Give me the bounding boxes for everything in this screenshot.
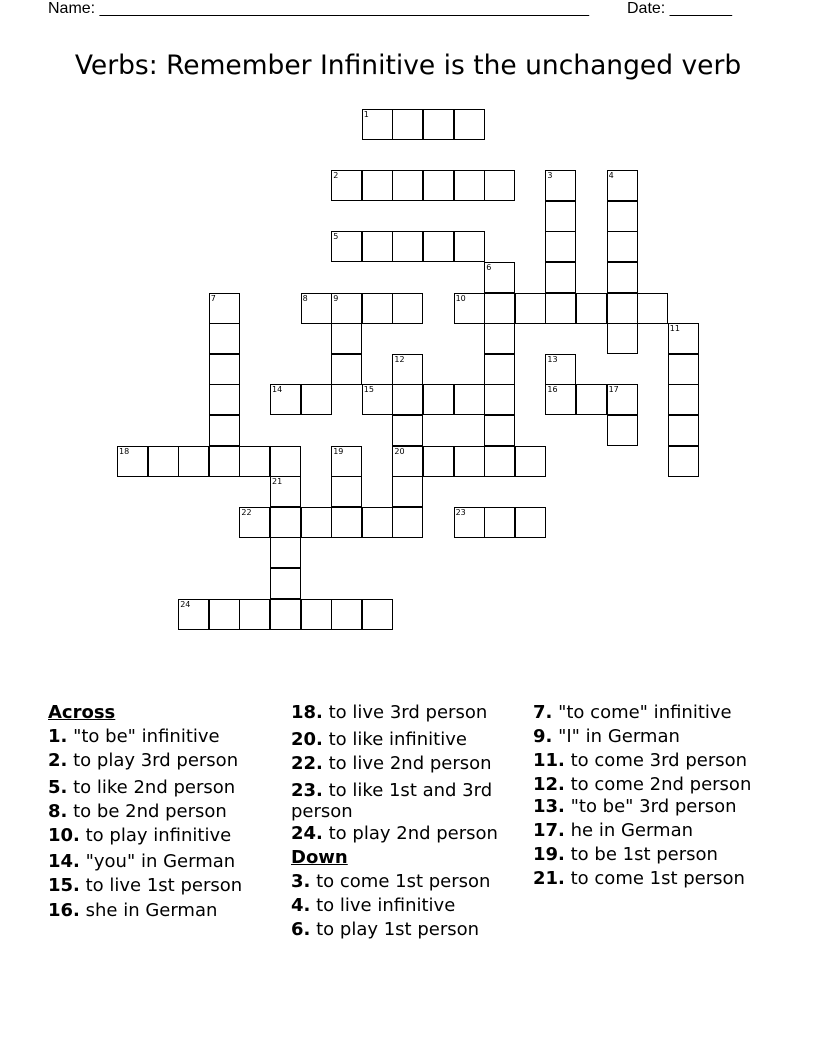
- clue-item-text: to be 1st person: [564, 844, 718, 866]
- grid-cell[interactable]: [331, 507, 362, 538]
- grid-cell[interactable]: [484, 415, 515, 446]
- grid-cell[interactable]: [515, 293, 546, 324]
- grid-cell[interactable]: [301, 507, 332, 538]
- clue-item-number: 7.: [533, 702, 553, 723]
- grid-cell[interactable]: [607, 384, 638, 415]
- grid-cell[interactable]: [545, 384, 576, 415]
- grid-cell[interactable]: [484, 384, 515, 415]
- grid-cell[interactable]: [331, 476, 362, 507]
- clue-item-text: to like 1st and 3rd person: [291, 779, 493, 822]
- grid-cell[interactable]: [607, 170, 638, 201]
- clue-number: 8: [302, 293, 308, 303]
- grid-cell[interactable]: [607, 293, 638, 324]
- grid-cell[interactable]: [454, 231, 485, 262]
- clue-item-text: to live 1st person: [79, 875, 243, 897]
- grid-cell[interactable]: [301, 384, 332, 415]
- grid-cell[interactable]: [392, 446, 423, 477]
- clue-number: 6: [486, 263, 492, 272]
- grid-cell[interactable]: [484, 354, 515, 385]
- clue-number: 24: [180, 599, 191, 609]
- clue-item: [48, 776, 283, 800]
- grid-cell[interactable]: [454, 170, 485, 201]
- clue-item-text: to play 2nd person: [322, 822, 498, 844]
- grid-cell[interactable]: [270, 537, 301, 568]
- clue-number: 15: [363, 385, 374, 395]
- grid-cell[interactable]: [392, 231, 423, 262]
- clue-item-number: 9.: [533, 726, 553, 748]
- grid-cell[interactable]: [545, 262, 576, 293]
- clue-item-number: 13.: [533, 795, 565, 817]
- grid-cell[interactable]: [362, 293, 393, 324]
- clue-number: 21: [272, 477, 283, 487]
- clue-number: 17: [608, 385, 619, 395]
- grid-cell[interactable]: [668, 446, 699, 477]
- clue-number: 2: [333, 171, 339, 181]
- grid-cell[interactable]: [392, 293, 423, 324]
- grid-cell[interactable]: [392, 384, 423, 415]
- clue-item: [48, 725, 283, 749]
- clue-item-number: 8.: [48, 800, 68, 822]
- clue-item-number: 11.: [533, 750, 565, 772]
- clue-number: 18: [119, 446, 130, 456]
- clue-item-text: "to come" infinitive: [552, 702, 732, 723]
- clue-item-text: to play infinitive: [79, 825, 232, 847]
- clue-item: [533, 867, 773, 891]
- grid-cell[interactable]: [454, 109, 485, 140]
- clue-item: [48, 874, 283, 898]
- grid-cell[interactable]: [515, 446, 546, 477]
- clue-item: [533, 701, 773, 725]
- clue-item-number: 15.: [48, 875, 80, 897]
- clue-number: 1: [363, 110, 369, 119]
- grid-cell[interactable]: [484, 293, 515, 324]
- grid-cell[interactable]: [239, 446, 270, 477]
- grid-cell[interactable]: [423, 231, 454, 262]
- grid-cell[interactable]: [484, 323, 515, 354]
- grid-cell[interactable]: [607, 231, 638, 262]
- clue-item-number: 4.: [291, 895, 311, 917]
- grid-cell[interactable]: [331, 293, 362, 324]
- grid-cell[interactable]: [362, 231, 393, 262]
- grid-cell[interactable]: [423, 170, 454, 201]
- clue-item-number: 18.: [291, 702, 323, 723]
- clue-item: [291, 728, 521, 752]
- grid-cell[interactable]: [270, 568, 301, 599]
- grid-cell[interactable]: [209, 384, 240, 415]
- grid-cell[interactable]: [239, 599, 270, 630]
- grid-cell[interactable]: [454, 507, 485, 538]
- grid-cell[interactable]: [668, 354, 699, 385]
- grid-cell[interactable]: [423, 384, 454, 415]
- grid-cell[interactable]: [607, 262, 638, 293]
- grid-cell[interactable]: [331, 446, 362, 477]
- clue-number: 14: [272, 385, 283, 395]
- grid-cell[interactable]: [484, 446, 515, 477]
- clue-item-number: 21.: [533, 868, 565, 890]
- grid-cell[interactable]: [331, 323, 362, 354]
- clue-item: [48, 899, 283, 923]
- section-heading-down: Down: [291, 846, 348, 868]
- clue-item-text: to come 3rd person: [564, 750, 748, 772]
- grid-cell[interactable]: [637, 293, 668, 324]
- name-field-label: Name: _______________________________________________________: [48, 0, 589, 17]
- grid-cell[interactable]: [423, 446, 454, 477]
- grid-cell[interactable]: [545, 354, 576, 385]
- clue-item-number: 1.: [48, 726, 68, 748]
- grid-cell[interactable]: [239, 507, 270, 538]
- clue-item-text: she in German: [79, 899, 218, 921]
- grid-cell[interactable]: [423, 109, 454, 140]
- grid-cell[interactable]: [117, 446, 148, 477]
- clue-number: 5: [333, 232, 339, 242]
- clue-item-number: 12.: [533, 773, 565, 795]
- grid-cell[interactable]: [270, 384, 301, 415]
- grid-cell[interactable]: [668, 323, 699, 354]
- grid-cell[interactable]: [331, 354, 362, 385]
- clue-item: [48, 850, 283, 874]
- clue-item: [533, 749, 773, 773]
- clue-item-text: to play 3rd person: [67, 750, 239, 772]
- clue-item: [291, 780, 521, 822]
- grid-cell[interactable]: [484, 170, 515, 201]
- grid-cell[interactable]: [545, 231, 576, 262]
- clue-number: 20: [394, 446, 405, 456]
- grid-cell[interactable]: [301, 599, 332, 630]
- clue-item: [533, 843, 773, 867]
- grid-cell[interactable]: [484, 262, 515, 293]
- grid-cell[interactable]: [392, 415, 423, 446]
- clue-item-number: 16.: [48, 899, 80, 921]
- clue-item-text: to be 2nd person: [67, 800, 227, 822]
- grid-cell[interactable]: [484, 507, 515, 538]
- clue-item-number: 5.: [48, 776, 68, 798]
- grid-cell[interactable]: [607, 201, 638, 232]
- clue-item: [48, 749, 283, 773]
- grid-cell[interactable]: [392, 170, 423, 201]
- grid-cell[interactable]: [209, 354, 240, 385]
- date-field-label: Date: _______: [627, 0, 732, 17]
- clue-column-2: [291, 701, 521, 943]
- clue-item: [48, 824, 283, 848]
- grid-cell[interactable]: [209, 293, 240, 324]
- grid-cell[interactable]: [331, 170, 362, 201]
- clue-item-number: 20.: [291, 729, 323, 751]
- grid-cell[interactable]: [331, 599, 362, 630]
- clue-item-number: 3.: [291, 871, 311, 893]
- clue-item-text: to come 1st person: [310, 871, 491, 893]
- clue-item: [48, 800, 283, 824]
- grid-cell[interactable]: [301, 293, 332, 324]
- grid-cell[interactable]: [270, 507, 301, 538]
- clue-item-number: 6.: [291, 919, 311, 941]
- clue-number: 13: [547, 354, 558, 364]
- clue-number: 22: [241, 507, 252, 517]
- grid-cell[interactable]: [545, 201, 576, 232]
- grid-cell[interactable]: [362, 109, 393, 140]
- grid-cell[interactable]: [607, 415, 638, 446]
- grid-cell[interactable]: [576, 384, 607, 415]
- grid-cell[interactable]: [392, 476, 423, 507]
- clue-item: [533, 795, 773, 819]
- clue-number: 9: [333, 293, 339, 303]
- clue-item-text: "to be" infinitive: [67, 726, 220, 748]
- page-title: Verbs: Remember Infinitive is the unchanged verb: [74, 50, 742, 81]
- grid-cell[interactable]: [178, 599, 209, 630]
- clue-number: 16: [547, 385, 558, 395]
- grid-cell[interactable]: [362, 507, 393, 538]
- grid-cell[interactable]: [331, 231, 362, 262]
- grid-cell[interactable]: [362, 599, 393, 630]
- grid-cell[interactable]: [668, 415, 699, 446]
- clue-item-number: 2.: [48, 750, 68, 772]
- clue-item-text: to like 2nd person: [67, 776, 236, 798]
- clue-item: [291, 701, 521, 725]
- section-heading-across: Across: [48, 702, 116, 723]
- clue-item: [291, 752, 521, 776]
- clue-number: 12: [394, 354, 405, 364]
- clue-item-number: 10.: [48, 825, 80, 847]
- grid-cell[interactable]: [668, 384, 699, 415]
- clue-column-3: [533, 701, 773, 891]
- clue-number: 11: [669, 324, 680, 334]
- clue-item-text: to live infinitive: [310, 895, 456, 917]
- grid-cell[interactable]: [454, 384, 485, 415]
- clue-item-number: 24.: [291, 822, 323, 844]
- grid-cell[interactable]: [607, 323, 638, 354]
- clue-column-1: [48, 701, 283, 923]
- clue-item-text: to live 2nd person: [322, 753, 492, 775]
- grid-cell[interactable]: [362, 170, 393, 201]
- grid-cell[interactable]: [576, 293, 607, 324]
- grid-cell[interactable]: [392, 109, 423, 140]
- grid-cell[interactable]: [209, 599, 240, 630]
- grid-cell[interactable]: [178, 446, 209, 477]
- clue-item-text: to play 1st person: [310, 919, 480, 941]
- clue-item: [291, 918, 521, 942]
- clue-item-text: "you" in German: [79, 851, 236, 873]
- grid-cell[interactable]: [392, 507, 423, 538]
- clue-item-text: to come 2nd person: [564, 773, 752, 795]
- clue-item-number: 19.: [533, 844, 565, 866]
- grid-cell[interactable]: [454, 293, 485, 324]
- grid-cell[interactable]: [209, 446, 240, 477]
- clue-item: [291, 822, 521, 846]
- grid-cell[interactable]: [362, 384, 393, 415]
- grid-cell[interactable]: [270, 599, 301, 630]
- clue-item-text: to like infinitive: [322, 729, 467, 751]
- clue-item-number: 14.: [48, 851, 80, 873]
- grid-cell[interactable]: [209, 323, 240, 354]
- grid-cell[interactable]: [209, 415, 240, 446]
- clue-number: 4: [608, 171, 614, 181]
- clue-item-text: "I" in German: [552, 726, 680, 748]
- clue-number: 23: [455, 507, 466, 517]
- clue-item: [533, 725, 773, 749]
- clue-item: [533, 774, 773, 795]
- grid-cell[interactable]: [270, 446, 301, 477]
- clue-item-number: 23.: [291, 779, 323, 801]
- clue-number: 10: [455, 293, 466, 303]
- clue-item: [291, 870, 521, 894]
- clue-item-text: to live 3rd person: [322, 702, 488, 723]
- clue-item: [291, 894, 521, 918]
- clue-item-text: to come 1st person: [564, 868, 745, 890]
- grid-cell[interactable]: [148, 446, 179, 477]
- clue-item-text: he in German: [564, 819, 694, 841]
- clue-number: 7: [210, 293, 216, 303]
- grid-cell[interactable]: [454, 446, 485, 477]
- clue-number: 19: [333, 446, 344, 456]
- grid-cell[interactable]: [270, 476, 301, 507]
- grid-cell[interactable]: [545, 293, 576, 324]
- grid-cell[interactable]: [545, 170, 576, 201]
- clue-number: 3: [547, 171, 553, 181]
- clue-item-number: 17.: [533, 819, 565, 841]
- clue-item: [533, 819, 773, 843]
- grid-cell[interactable]: [392, 354, 423, 385]
- clue-item-number: 22.: [291, 753, 323, 775]
- clue-item-text: "to be" 3rd person: [564, 795, 737, 817]
- grid-cell[interactable]: [515, 507, 546, 538]
